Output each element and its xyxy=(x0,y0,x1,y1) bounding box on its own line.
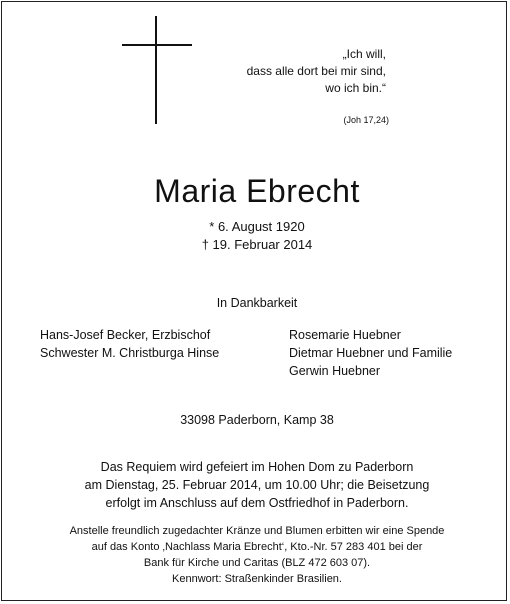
mourners-right-column xyxy=(289,326,452,380)
mourner-name: Hans-Josef Becker, Erzbischof xyxy=(40,328,211,342)
thanks-heading: In Dankbarkeit xyxy=(216,296,298,310)
donation-line: Bank für Kirche und Caritas (BLZ 472 603 07). xyxy=(143,557,371,569)
donation-line: Anstelle freundlich zugedachter Kränze und Blumen erbitten wir eine Spende xyxy=(69,525,445,537)
birth-date: * 6. August 1920 xyxy=(209,219,305,234)
mourner-name: Rosemarie Huebner xyxy=(289,328,401,342)
donation-line: Kennwort: Straßenkinder Brasilien. xyxy=(172,573,342,585)
verse-reference: (Joh 17,24) xyxy=(343,115,389,125)
requiem-line: am Dienstag, 25. Februar 2014, um 10.00 Uhr; die Beisetzung xyxy=(84,478,430,492)
deceased-name: Maria Ebrecht xyxy=(154,173,360,209)
bible-verse xyxy=(247,46,386,97)
life-dates xyxy=(2,218,510,254)
notice-frame xyxy=(1,1,507,601)
family-address: 33098 Paderborn, Kamp 38 xyxy=(180,413,334,427)
donation-line: auf das Konto ‚Nachlass Maria Ebrecht‘, Kto.-Nr. 57 283 401 bei der xyxy=(91,541,423,553)
verse-line: wo ich bin.“ xyxy=(325,81,386,95)
verse-line: „Ich will, xyxy=(342,47,386,61)
mourner-name: Schwester M. Christburga Hinse xyxy=(40,346,220,360)
cross-horizontal-bar xyxy=(122,44,192,46)
donation-info xyxy=(2,523,510,587)
requiem-info xyxy=(2,458,510,512)
mourner-name: Dietmar Huebner und Familie xyxy=(289,346,453,360)
requiem-line: Das Requiem wird gefeiert im Hohen Dom zu Paderborn xyxy=(100,460,414,474)
death-date: † 19. Februar 2014 xyxy=(201,237,313,252)
cross-vertical-bar xyxy=(155,16,157,124)
cross-icon xyxy=(122,16,192,124)
mourners-left-column xyxy=(40,326,219,362)
verse-line: dass alle dort bei mir sind, xyxy=(246,64,386,78)
requiem-line: erfolgt im Anschluss auf dem Ostfriedhof in Paderborn. xyxy=(105,496,409,510)
mourner-name: Gerwin Huebner xyxy=(289,364,381,378)
